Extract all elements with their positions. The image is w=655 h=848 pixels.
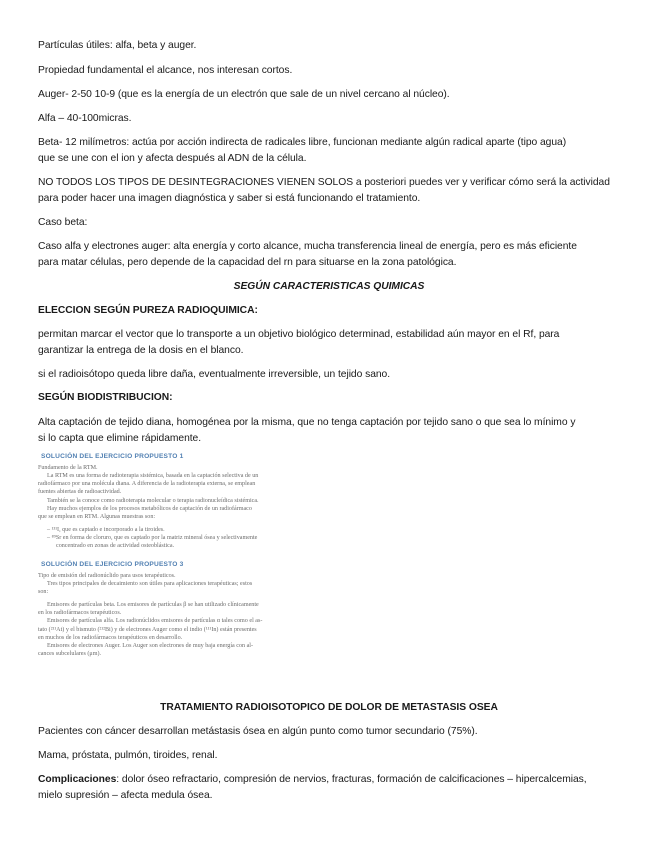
heading-biodistribution: SEGÚN BIODISTRIBUCION: <box>38 392 173 403</box>
text-beta-line2: que se une con el ion y afecta después al ADN de la célula. <box>38 153 307 164</box>
text-disintegrations-line1: NO TODOS LOS TIPOS DE DESINTEGRACIONES VIENEN SOLOS a posteriori puedes ver y verificar cómo será la actividad <box>38 177 610 188</box>
scan-line: cances subcelulares (μm). <box>38 650 101 657</box>
heading-radiochemical-purity: ELECCION SEGÚN PUREZA RADIOQUIMICA: <box>38 305 258 316</box>
scan-line: Tres tipos principales de decaimiento son útiles para aplicaciones terapéuticas; estos <box>47 580 253 587</box>
text-uptake-line1: Alta captación de tejido diana, homogénea por la misma, que no tenga captación por tejido sano o que sea lo mínimo y <box>38 417 576 428</box>
scan-line: en muchos de los radiofármacos terapéuticos en desarrollo. <box>38 634 183 641</box>
complications-label: Complicaciones <box>38 774 117 785</box>
text-free-radioisotope: si el radioisótopo queda libre daña, eventualmente irreversible, un tejido sano. <box>38 369 391 380</box>
text-complications-line2: mielo supresión – afecta medula ósea. <box>38 790 213 801</box>
text-alpha-case-line2: para matar células, pero depende de la capacidad del rn para situarse en la zona patológica. <box>38 257 457 268</box>
scan-line: Fundamento de la RTM. <box>38 465 98 471</box>
scan-line: radiofármaco por una molécula diana. A diferencia de la radioterapia externa, se emplean <box>38 481 256 488</box>
scan-line: Emisores de partículas beta. Los emisores de partículas β se han utilizado clínicamente <box>47 602 259 609</box>
scan-line: Emisores de partículas alfa. Los radionúclidos emisores de partículas α tales como el as- <box>47 618 263 625</box>
text-vector-line1: permitan marcar el vector que lo transporte a un objetivo biológico determinad, estabilidad aún mayor en el Rf, para <box>38 329 560 340</box>
scan-line: Emisores de electrones Auger. Los Auger son electrones de muy baja energía con al- <box>47 642 253 649</box>
text-uptake-line2: si lo capta que elimine rápidamente. <box>38 433 202 444</box>
scan-line: concentrado en zonas de actividad osteoblástica. <box>56 543 175 550</box>
text-patients-cancer: Pacientes con cáncer desarrollan metástasis ósea en algún punto como tumor secundario (75%). <box>38 726 478 737</box>
scan-line: La RTM es una forma de radioterapia sistémica, basada en la captación selectiva de un <box>47 473 259 480</box>
scan-line: tato (²¹¹At) y el bismuto (²¹²Bi) y de electrones Auger como el indio (¹¹¹In) están presentes <box>38 626 257 633</box>
text-auger: Auger- 2-50 10-9 (que es la energía de un electrón que sale de un nivel cercano al núcleo). <box>38 89 450 100</box>
text-complications-line1 <box>38 772 620 788</box>
text-alpha-case-line1: Caso alfa y electrones auger: alta energía y corto alcance, mucha transferencia lineal de energía, pero es más eficiente <box>38 241 577 252</box>
scan-line: son: <box>38 588 49 595</box>
scan-line: fuentes abiertas de radioactividad. <box>38 489 122 496</box>
heading-chemical-characteristics: SEGÚN CARACTERISTICAS QUIMICAS <box>233 281 425 292</box>
text-range-property: Propiedad fundamental el alcance, nos interesan cortos. <box>38 65 293 76</box>
text-beta-line1: Beta- 12 milímetros: actúa por acción indirecta de radicales libre, funcionan mediante algún radical aparte (tipo agua) <box>38 137 567 148</box>
scan-line: que se emplean en RTM. Algunas muestras son: <box>38 513 156 520</box>
scan-line: Hay muchos ejemplos de los procesos metabólicos de captación de un radiofármaco <box>47 505 252 512</box>
scan-line: Tipo de emisión del radionúclido para usos terapéuticos. <box>38 572 176 579</box>
scanned-textbook-image <box>38 452 313 694</box>
text-useful-particles: Partículas útiles: alfa, beta y auger. <box>38 40 197 51</box>
text-disintegrations-line2: para poder hacer una imagen diagnóstica y saber si está funcionando el tratamiento. <box>38 193 421 204</box>
scan-line: – ⁸⁹Sr en forma de cloruro, que es captado por la matriz mineral ósea y selectivamente <box>47 535 258 542</box>
scan-line: en los radiofármacos terapéuticos. <box>38 610 122 617</box>
heading-bone-metastasis: TRATAMIENTO RADIOISOTOPICO DE DOLOR DE METASTASIS OSEA <box>160 702 498 713</box>
text-alpha: Alfa – 40-100micras. <box>38 113 132 124</box>
complications-text: : dolor óseo refractario, compresión de nervios, fracturas, formación de calcificaciones – hipercalcemias, <box>116 774 587 785</box>
scan-header-2: SOLUCIÓN DEL EJERCICIO PROPUESTO 3 <box>41 560 184 568</box>
text-beta-case: Caso beta: <box>38 217 88 228</box>
text-primary-sites: Mama, próstata, pulmón, tiroides, renal. <box>38 750 218 761</box>
scan-header-1: SOLUCIÓN DEL EJERCICIO PROPUESTO 1 <box>41 453 184 460</box>
scan-line: – ¹³¹I, que es captado e incorporado a la tiroides. <box>47 527 165 534</box>
text-vector-line2: garantizar la entrega de la dosis en el blanco. <box>38 345 244 356</box>
scan-line: También se la conoce como radioterapia molecular o terapia radionucleídica sistémica. <box>47 497 259 504</box>
